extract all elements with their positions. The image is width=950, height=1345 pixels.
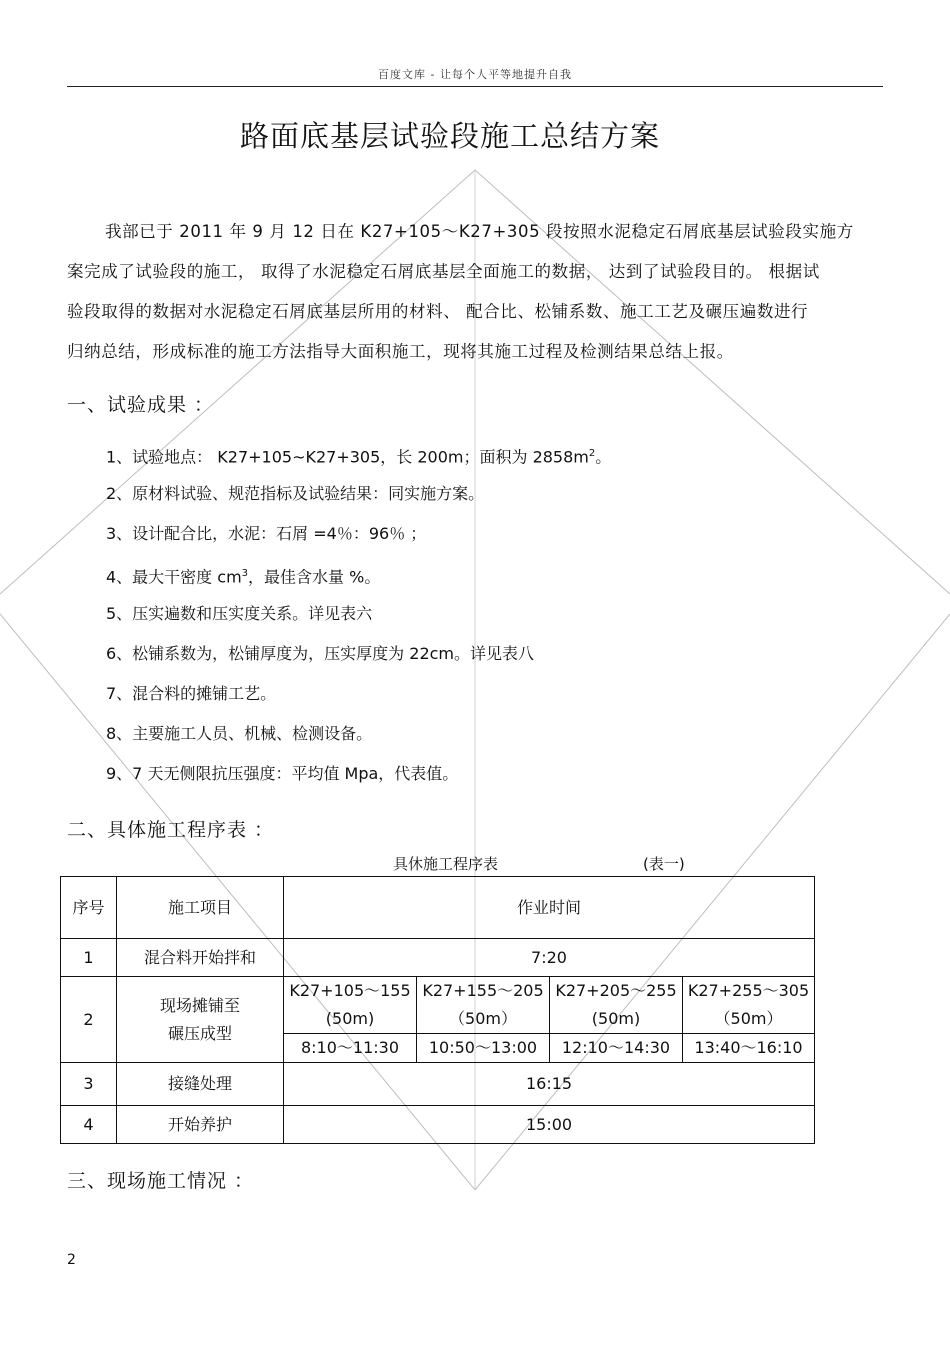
cell-item: 混合料开始拌和	[117, 939, 284, 977]
cell-segment-time: 8:10～11:30	[284, 1034, 417, 1063]
cell-item: 接缝处理	[117, 1063, 284, 1106]
list-item: 5、压实遍数和压实度关系。详见表六	[106, 604, 373, 623]
cell-no: 3	[61, 1063, 117, 1106]
segment-range: K27+155～205	[422, 981, 544, 1000]
segment-length: （50m）	[714, 1009, 783, 1028]
page-header-text: 百度文库 - 让每个人平等地提升自我	[378, 68, 572, 81]
list-item: 9、7 天无侧限抗压强度：平均值 Mpa，代表值。	[106, 764, 459, 783]
item-text: 4、最大干密度 cm	[106, 567, 242, 587]
item-tail: 。	[595, 447, 612, 467]
superscript: 2	[588, 448, 596, 459]
section-heading-procedure: 二、具体施工程序表 ：	[67, 819, 275, 841]
list-item: 3、设计配合比，水泥：石屑 =4％：96％ ；	[106, 524, 427, 543]
cell-time: 7:20	[284, 939, 815, 977]
list-item: 7、混合料的摊铺工艺。	[106, 684, 277, 703]
cell-segment	[683, 977, 815, 1034]
table-caption-tag: (表一)	[643, 855, 685, 873]
cell-segment-time: 12:10～14:30	[550, 1034, 683, 1063]
segment-range: K27+205～255	[555, 981, 677, 1000]
cell-item-line: 现场摊铺至	[159, 995, 240, 1015]
procedure-table	[60, 876, 815, 1144]
superscript: 3	[241, 568, 249, 579]
cell-time: 16:15	[284, 1063, 815, 1106]
intro-line: 归纳总结，形成标准的施工方法指导大面积施工，现将其施工过程及检测结果总结上报。	[67, 342, 734, 361]
document-title: 路面底基层试验段施工总结方案	[239, 119, 660, 153]
page-number: 2	[67, 1252, 76, 1268]
header-cell-item: 施工项目	[117, 877, 284, 939]
table-row	[61, 939, 815, 977]
cell-item	[117, 977, 284, 1063]
cell-no: 1	[61, 939, 117, 977]
item-text: 1、试验地点： K27+105~K27+305，长 200m；面积为 2858m	[106, 447, 589, 467]
table-row	[61, 977, 815, 1034]
list-item: 8、主要施工人员、机械、检测设备。	[106, 724, 373, 743]
results-list	[106, 438, 611, 798]
segment-length: (50m)	[325, 1009, 375, 1028]
list-item: 6、松铺系数为，松铺厚度为，压实厚度为 22cm。详见表八	[106, 644, 535, 663]
table-caption: 具休施工程序表	[393, 855, 499, 873]
intro-line: 案完成了试验段的施工， 取得了水泥稳定石屑底基层全面施工的数据， 达到了试验段目的。 根据试	[67, 262, 820, 281]
list-item: 2、原材料试验、规范指标及试验结果：同实施方案。	[106, 484, 485, 503]
section-heading-results: 一、试验成果 ：	[67, 394, 215, 416]
intro-paragraph	[67, 212, 883, 372]
cell-segment	[284, 977, 417, 1034]
item-tail: ，最佳含水量 %。	[248, 567, 381, 587]
intro-line: 验段取得的数据对水泥稳定石屑底基层所用的材料、 配合比、松铺系数、施工工艺及碾压遍数进行	[67, 302, 809, 321]
section-heading-site: 三、现场施工情况 ：	[67, 1170, 255, 1192]
header-divider	[67, 86, 883, 87]
segment-length: (50m)	[591, 1009, 641, 1028]
list-item	[106, 438, 611, 478]
list-item	[106, 558, 611, 598]
cell-time: 15:00	[284, 1106, 815, 1144]
cell-segment	[417, 977, 550, 1034]
header-cell-time: 作业时间	[284, 877, 815, 939]
header-cell-no: 序号	[61, 877, 117, 939]
cell-segment-time: 10:50～13:00	[417, 1034, 550, 1063]
segment-range: K27+255～305	[687, 981, 810, 1000]
cell-item: 开始养护	[117, 1106, 284, 1144]
table-header-row	[61, 877, 815, 939]
segment-range: K27+105～155	[289, 981, 411, 1000]
cell-segment	[550, 977, 683, 1034]
intro-line: 我部已于 2011 年 9 月 12 日在 K27+105～K27+305 段按照水泥稳定石屑底基层试验段实施方	[105, 222, 854, 241]
cell-no: 4	[61, 1106, 117, 1144]
cell-segment-time: 13:40～16:10	[683, 1034, 815, 1063]
segment-length: （50m）	[449, 1009, 517, 1028]
cell-no: 2	[61, 977, 117, 1063]
table-row	[61, 1106, 815, 1144]
cell-item-line: 碾压成型	[167, 1023, 232, 1043]
table-row	[61, 1063, 815, 1106]
